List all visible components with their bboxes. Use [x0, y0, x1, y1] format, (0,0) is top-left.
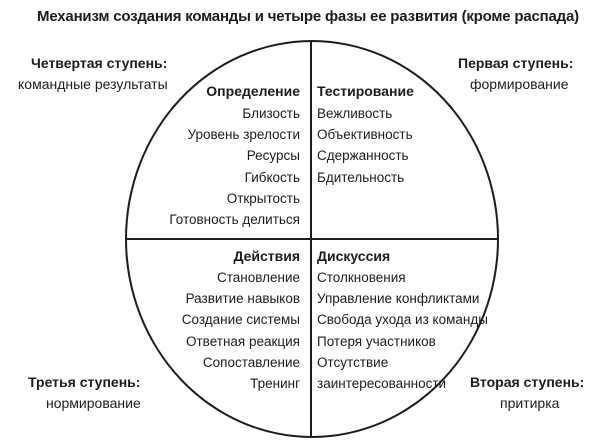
quadrant-bottom-right-heading: Дискуссия	[317, 248, 391, 264]
horizontal-divider	[126, 238, 498, 240]
quadrant-bottom-left-list	[182, 267, 300, 394]
corner-top-left-subtitle: командные результаты	[18, 76, 168, 92]
list-item: Отсутствие	[317, 354, 389, 370]
corner-top-left-title: Четвертая ступень:	[31, 55, 168, 71]
list-item: Свобода ухода из команды	[317, 312, 488, 328]
list-item: Ответная реакция	[186, 333, 300, 349]
corner-top-right-title: Первая ступень:	[458, 55, 574, 71]
list-item: Развитие навыков	[185, 291, 300, 307]
vertical-divider	[310, 41, 312, 437]
quadrant-bottom-left-heading: Действия	[233, 248, 300, 264]
list-item: Вежливость	[317, 106, 393, 121]
list-item: Ресурсы	[246, 148, 300, 164]
list-item: Становление	[216, 270, 300, 285]
list-item: Гибкость	[244, 169, 300, 185]
list-item: Потеря участников	[317, 333, 436, 349]
quadrant-top-left-list	[169, 103, 300, 230]
corner-bottom-right-title: Вторая ступень:	[470, 374, 585, 390]
list-item: Тренинг	[250, 376, 300, 392]
list-item: Управление конфликтами	[317, 291, 480, 307]
corner-top-right-subtitle: формирование	[470, 76, 569, 92]
diagram-title: Механизм создания команды и четыре фазы ее развития (кроме распада)	[37, 8, 579, 25]
corner-bottom-left-subtitle: нормирование	[46, 395, 141, 411]
corner-bottom-right-subtitle: притирка	[500, 395, 560, 411]
list-item: Сопоставление	[202, 354, 300, 370]
quadrant-bottom-right-list	[317, 267, 488, 394]
quadrant-top-right-heading: Тестирование	[317, 83, 414, 99]
quadrant-top-left-heading: Определение	[206, 83, 300, 99]
list-item: Уровень зрелости	[187, 127, 300, 143]
list-item: Открытость	[226, 190, 300, 206]
list-item: Создание системы	[181, 312, 300, 328]
list-item: заинтересованности	[317, 376, 447, 392]
list-item: Сдержанность	[317, 148, 409, 164]
quadrant-top-right-list	[317, 103, 413, 188]
corner-bottom-left-title: Третья ступень:	[28, 374, 141, 390]
list-item: Объективность	[317, 127, 413, 143]
list-item: Бдительность	[317, 169, 405, 185]
list-item: Столкновения	[317, 270, 406, 285]
list-item: Готовность делиться	[169, 212, 300, 228]
list-item: Близость	[242, 106, 300, 121]
